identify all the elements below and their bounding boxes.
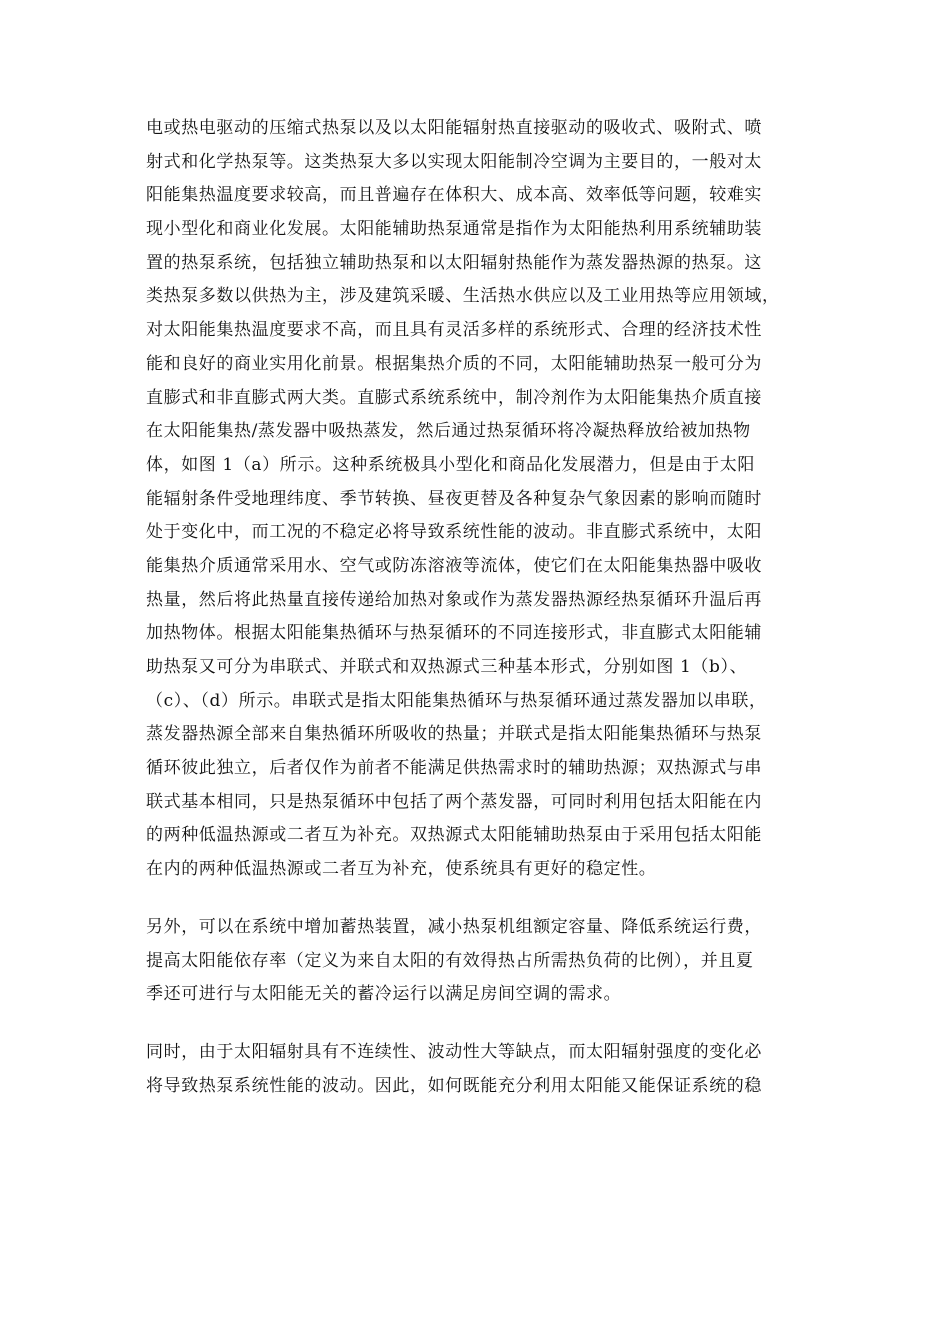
text-line: 类热泵多数以供热为主，涉及建筑采暖、生活热水供应以及工业用热等应用领域， [146,286,780,307]
text-line: 现小型化和商业化发展。太阳能辅助热泵通常是指作为太阳能热利用系统辅助装 [146,219,762,240]
text-line: 在内的两种低温热源或二者互为补充，使系统具有更好的稳定性。 [146,859,657,880]
text-line: 体，如图 1（a）所示。这种系统极具小型化和商品化发展潜力，但是由于太阳 [146,454,755,475]
text-line: 能集热介质通常采用水、空气或防冻溶液等流体，使它们在太阳能集热器中吸收 [146,555,762,576]
text-line: 季还可进行与太阳能无关的蓄冷运行以满足房间空调的需求。 [146,984,622,1005]
text-line: 另外，可以在系统中增加蓄热装置，减小热泵机组额定容量、降低系统运行费， [146,916,762,937]
text-line: 在太阳能集热/蒸发器中吸热蒸发，然后通过热泵循环将冷凝热释放给被加热物 [146,421,751,442]
paragraph-1 [146,112,806,887]
text-line: 能和良好的商业实用化前景。根据集热介质的不同，太阳能辅助热泵一般可分为 [146,353,762,374]
text-line: （c）、（d）所示。串联式是指太阳能集热循环与热泵循环通过蒸发器加以串联， [146,690,767,711]
text-line: 蒸发器热源全部来自集热循环所吸收的热量；并联式是指太阳能集热循环与热泵 [146,724,762,745]
text-line: 将导致热泵系统性能的波动。因此，如何既能充分利用太阳能又能保证系统的稳 [146,1075,762,1096]
paragraph-2 [146,911,806,1012]
text-line: 对太阳能集热温度要求不高，而且具有灵活多样的系统形式、合理的经济技术性 [146,320,762,341]
text-line: 循环彼此独立，后者仅作为前者不能满足供热需求时的辅助热源；双热源式与串 [146,758,762,779]
text-line: 能辐射条件受地理纬度、季节转换、昼夜更替及各种复杂气象因素的影响而随时 [146,488,762,509]
text-line: 加热物体。根据太阳能集热循环与热泵循环的不同连接形式，非直膨式太阳能辅 [146,623,762,644]
text-line: 联式基本相同，只是热泵循环中包括了两个蒸发器，可同时利用包括太阳能在内 [146,791,762,812]
document-body [146,112,806,1103]
text-line: 处于变化中，而工况的不稳定必将导致系统性能的波动。非直膨式系统中，太阳 [146,522,762,543]
text-line: 助热泵又可分为串联式、并联式和双热源式三种基本形式，分别如图 1（b）、 [146,657,748,677]
text-line: 的两种低温热源或二者互为补充。双热源式太阳能辅助热泵由于采用包括太阳能 [146,825,762,846]
text-line: 同时，由于太阳辐射具有不连续性、波动性大等缺点，而太阳辐射强度的变化必 [146,1041,762,1062]
text-line: 阳能集热温度要求较高，而且普遍存在体积大、成本高、效率低等问题，较难实 [146,185,762,206]
text-line: 提高太阳能依存率（定义为来自太阳的有效得热占所需热负荷的比例），并且夏 [146,950,754,971]
text-line: 电或热电驱动的压缩式热泵以及以太阳能辐射热直接驱动的吸收式、吸附式、喷 [146,118,762,138]
text-line: 热量，然后将此热量直接传递给加热对象或作为蒸发器热源经热泵循环升温后再 [146,589,762,610]
text-line: 置的热泵系统，包括独立辅助热泵和以太阳辐射热能作为蒸发器热源的热泵。这 [146,252,762,273]
text-line: 射式和化学热泵等。这类热泵大多以实现太阳能制冷空调为主要目的，一般对太 [146,151,762,172]
paragraph-3 [146,1036,806,1103]
text-line: 直膨式和非直膨式两大类。直膨式系统系统中，制冷剂作为太阳能集热介质直接 [146,387,762,408]
